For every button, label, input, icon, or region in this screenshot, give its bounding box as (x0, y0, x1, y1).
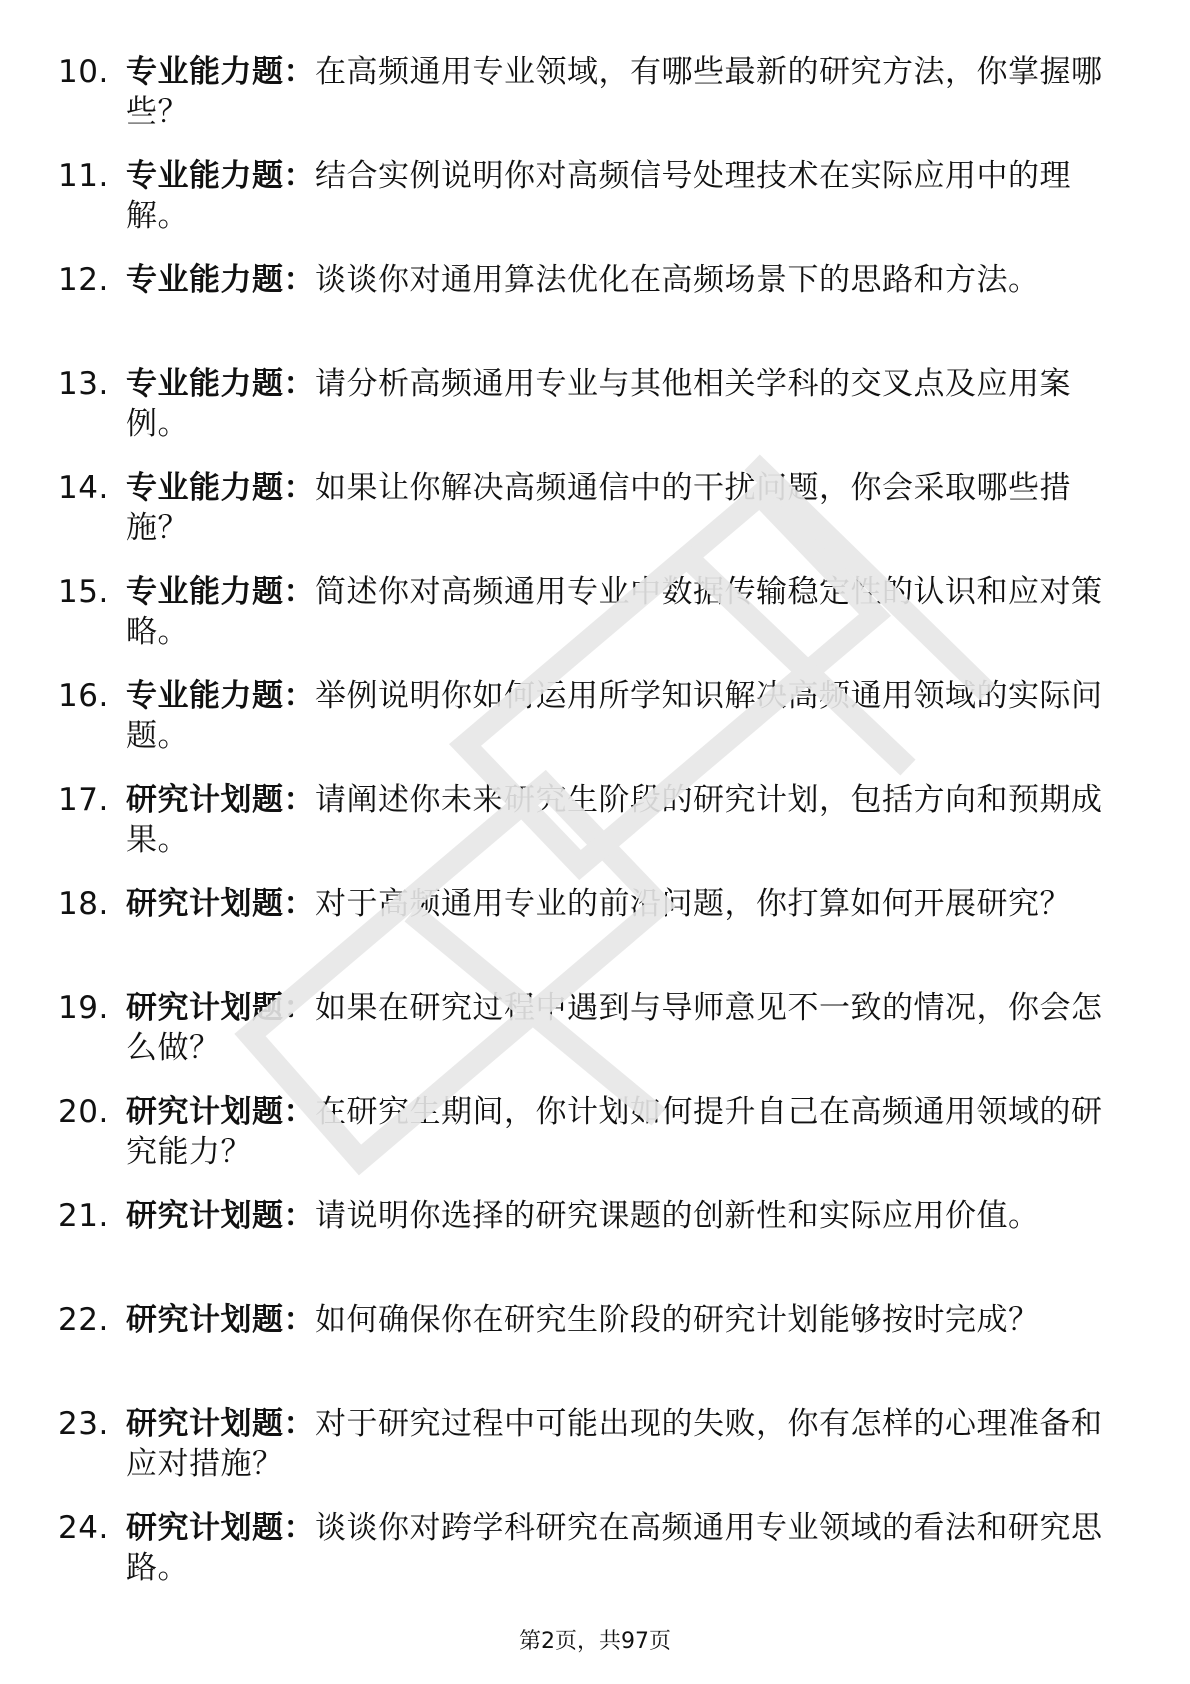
question-content (126, 676, 1120, 756)
question-category: 研究计划题： (126, 1510, 315, 1546)
question-number: 10. (58, 54, 109, 90)
question-content (126, 884, 1120, 924)
question-category: 专业能力题： (126, 470, 315, 506)
question-content (126, 52, 1120, 132)
question-text: 谈谈你对通用算法优化在高频场景下的思路和方法。 (315, 262, 1040, 298)
question-text: 简述你对高频通用专业中数据传输稳定性的认识和应对策略。 (126, 574, 1103, 650)
question-text: 对于研究过程中可能出现的失败，你有怎样的心理准备和应对措施？ (126, 1406, 1103, 1482)
question-number: 11. (58, 158, 109, 194)
question-category: 专业能力题： (126, 158, 315, 194)
question-category: 专业能力题： (126, 366, 315, 402)
question-list (58, 52, 1120, 1612)
question-content (126, 780, 1120, 860)
question-content (126, 988, 1120, 1068)
question-number: 13. (58, 366, 109, 402)
question-number: 15. (58, 574, 109, 610)
question-item-21 (58, 1196, 1120, 1300)
question-text: 请阐述你未来研究生阶段的研究计划，包括方向和预期成果。 (126, 782, 1103, 858)
question-text: 在高频通用专业领域，有哪些最新的研究方法，你掌握哪些？ (126, 54, 1103, 130)
question-item-16 (58, 676, 1120, 780)
question-number: 16. (58, 678, 109, 714)
question-content (126, 572, 1120, 652)
page-footer: 第2页，共97页 (519, 1629, 671, 1654)
question-content (126, 1404, 1120, 1484)
question-item-12 (58, 260, 1120, 364)
question-item-19 (58, 988, 1120, 1092)
question-category: 研究计划题： (126, 886, 315, 922)
question-number: 19. (58, 990, 109, 1026)
question-category: 研究计划题： (126, 1198, 315, 1234)
question-content (126, 468, 1120, 548)
question-text: 如何确保你在研究生阶段的研究计划能够按时完成？ (315, 1302, 1040, 1338)
question-number: 17. (58, 782, 109, 818)
question-item-22 (58, 1300, 1120, 1404)
question-text: 如果在研究过程中遇到与导师意见不一致的情况，你会怎么做？ (126, 990, 1103, 1066)
question-item-15 (58, 572, 1120, 676)
question-item-20 (58, 1092, 1120, 1196)
question-category: 研究计划题： (126, 990, 315, 1026)
question-category: 专业能力题： (126, 54, 315, 90)
question-content (126, 1508, 1120, 1588)
question-category: 专业能力题： (126, 574, 315, 610)
question-item-24 (58, 1508, 1120, 1612)
question-number: 18. (58, 886, 109, 922)
question-category: 专业能力题： (126, 262, 315, 298)
question-text: 请分析高频通用专业与其他相关学科的交叉点及应用案例。 (126, 366, 1071, 442)
question-number: 23. (58, 1406, 109, 1442)
question-item-13 (58, 364, 1120, 468)
question-content (126, 1092, 1120, 1172)
question-category: 研究计划题： (126, 1094, 315, 1130)
question-text: 在研究生期间，你计划如何提升自己在高频通用领域的研究能力？ (126, 1094, 1103, 1170)
question-number: 21. (58, 1198, 109, 1234)
question-content (126, 1300, 1120, 1340)
question-number: 12. (58, 262, 109, 298)
question-content (126, 156, 1120, 236)
question-item-18 (58, 884, 1120, 988)
question-category: 研究计划题： (126, 1302, 315, 1338)
question-category: 研究计划题： (126, 782, 315, 818)
question-category: 研究计划题： (126, 1406, 315, 1442)
question-text: 谈谈你对跨学科研究在高频通用专业领域的看法和研究思路。 (126, 1510, 1103, 1586)
question-text: 举例说明你如何运用所学知识解决高频通用领域的实际问题。 (126, 678, 1103, 754)
question-item-17 (58, 780, 1120, 884)
question-text: 对于高频通用专业的前沿问题，你打算如何开展研究？ (315, 886, 1071, 922)
question-text: 请说明你选择的研究课题的创新性和实际应用价值。 (315, 1198, 1040, 1234)
question-number: 22. (58, 1302, 109, 1338)
question-number: 24. (58, 1510, 109, 1546)
question-category: 专业能力题： (126, 678, 315, 714)
question-text: 如果让你解决高频通信中的干扰问题，你会采取哪些措施？ (126, 470, 1071, 546)
question-item-14 (58, 468, 1120, 572)
question-content (126, 1196, 1120, 1236)
question-number: 20. (58, 1094, 109, 1130)
question-item-10 (58, 52, 1120, 156)
question-content (126, 260, 1120, 300)
question-item-23 (58, 1404, 1120, 1508)
question-text: 结合实例说明你对高频信号处理技术在实际应用中的理解。 (126, 158, 1071, 234)
question-number: 14. (58, 470, 109, 506)
question-content (126, 364, 1120, 444)
question-item-11 (58, 156, 1120, 260)
